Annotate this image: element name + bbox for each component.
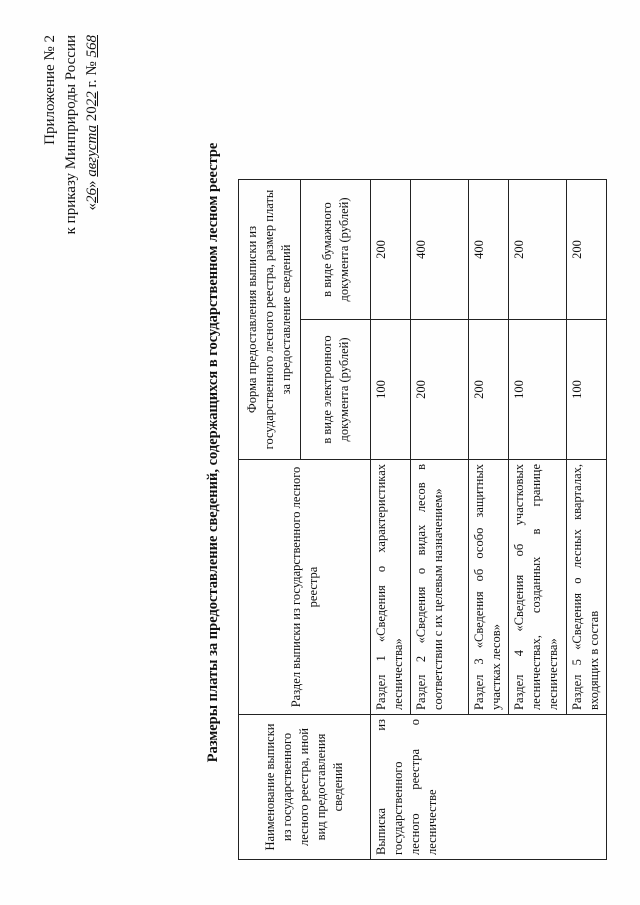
table-header-row — [239, 180, 301, 860]
section-cell: Раздел 5 «Сведения о лесных кварталах, входящих в состав — [567, 460, 607, 715]
section-cell: Раздел 3 «Сведения об особо защитных участках лесов» — [469, 460, 509, 715]
header-electronic-cell: в виде электронного документа (рублей) — [301, 320, 371, 460]
order-month: августа — [84, 125, 100, 177]
electronic-price-cell: 200 — [469, 320, 509, 460]
section-cell: Раздел 4 «Сведения об участковых лесничествах, созданных в границе лесничества» — [509, 460, 567, 715]
order-reference: к приказу Минприроды России — [63, 35, 79, 235]
paper-price-cell: 200 — [567, 180, 607, 320]
table-row — [371, 180, 411, 860]
paper-price-cell: 200 — [509, 180, 567, 320]
order-date-number: «26» августа 2022 г. № 568 — [84, 35, 100, 211]
section-cell: Раздел 2 «Сведения о видах лесов в соответствии с их целевым назначением» — [411, 460, 469, 715]
header-form-cell: Форма предоставления выписки из государственного лесного реестра, размер платы за предоставление сведений — [239, 180, 301, 460]
electronic-price-cell: 100 — [567, 320, 607, 460]
appendix-header — [40, 35, 103, 265]
paper-price-cell: 400 — [469, 180, 509, 320]
group-name-cell: Выписка из государственного лесного реестра о лесничестве — [371, 715, 607, 860]
electronic-price-cell: 200 — [411, 320, 469, 460]
paper-price-cell: 200 — [371, 180, 411, 320]
section-cell: Раздел 1 «Сведения о характеристиках лесничества» — [371, 460, 411, 715]
page-title: Размеры платы за предоставление сведений, содержащихся в государственном лесном реестре — [205, 142, 221, 763]
appendix-number: Приложение № 2 — [42, 35, 58, 145]
order-number: 568 — [84, 35, 100, 58]
electronic-price-cell: 100 — [509, 320, 567, 460]
electronic-price-cell: 100 — [371, 320, 411, 460]
header-section-cell: Раздел выписки из государственного лесного реестра — [239, 460, 371, 715]
paper-price-cell: 400 — [411, 180, 469, 320]
header-name-cell: Наименование выписки из государственного лесного реестра, иной вид предоставления сведений — [239, 715, 371, 860]
order-day: 26 — [84, 187, 100, 203]
fees-table — [238, 179, 607, 860]
header-paper-cell: в виде бумажного документа (рублей) — [301, 180, 371, 320]
order-year: 22 — [84, 91, 100, 107]
